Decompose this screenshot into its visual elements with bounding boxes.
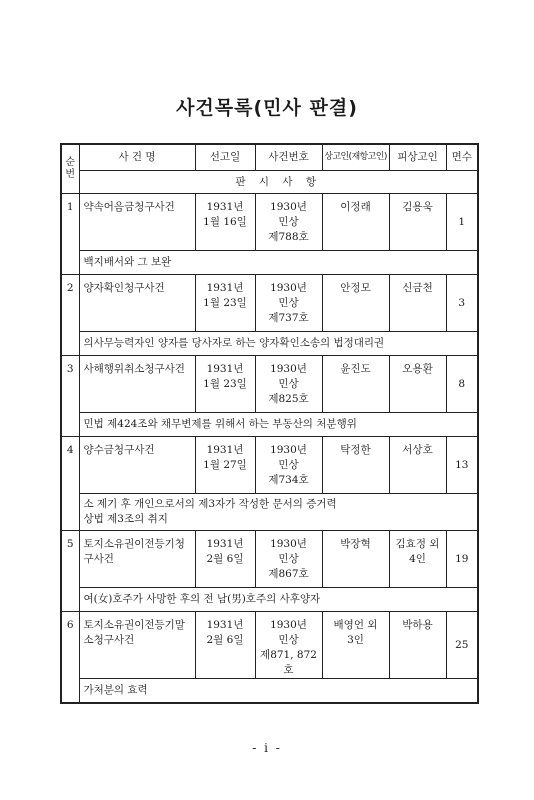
case-row	[61, 437, 478, 494]
case-row	[61, 356, 478, 413]
case-number: 1	[61, 194, 79, 275]
header-pages: 면수	[446, 144, 478, 171]
case-summary: 민법 제424조와 채무변제를 위해서 하는 부동산의 처분행위	[83, 418, 357, 430]
case-number-ref: 1930년 민상 제871, 872호	[255, 612, 322, 679]
case-date: 1931년 1월 23일	[195, 275, 255, 332]
case-number: 5	[61, 531, 79, 612]
case-name: 약속어음금청구사건	[79, 194, 195, 251]
case-number: 2	[61, 275, 79, 356]
case-name: 양수금청구사건	[79, 437, 195, 494]
case-name: 사해행위취소청구사건	[79, 356, 195, 413]
case-appellant: 탁정한	[322, 437, 389, 494]
case-appellee: 서상호	[389, 437, 446, 494]
case-summary-row	[61, 588, 478, 612]
case-summary-cell	[79, 588, 478, 612]
case-appellant: 배영언 외 3인	[322, 612, 389, 679]
case-row	[61, 194, 478, 251]
page-number: - i -	[252, 741, 282, 755]
header-appellant: 상고인(재항고인)	[322, 144, 389, 171]
case-appellant: 이정래	[322, 194, 389, 251]
case-summary-row	[61, 251, 478, 275]
case-appellee: 김용욱	[389, 194, 446, 251]
case-summary-cell	[79, 494, 478, 531]
case-pages: 13	[446, 437, 478, 494]
case-summary: 백지배서와 그 보완	[83, 256, 172, 268]
case-appellee: 김효정 외 4인	[389, 531, 446, 588]
case-date: 1931년 1월 23일	[195, 356, 255, 413]
case-summary-row	[61, 494, 478, 531]
case-number-ref: 1930년 민상 제788호	[255, 194, 322, 251]
header-date: 선고일	[195, 144, 255, 171]
case-summary-row	[61, 679, 478, 704]
case-number-ref: 1930년 민상 제825호	[255, 356, 322, 413]
header-seq: 순 번	[61, 144, 79, 194]
case-pages: 3	[446, 275, 478, 332]
case-row	[61, 612, 478, 679]
case-list-table	[60, 143, 479, 704]
section-row	[61, 171, 478, 194]
table-header-row	[61, 144, 478, 171]
case-pages: 19	[446, 531, 478, 588]
case-name: 양자확인청구사건	[79, 275, 195, 332]
case-summary-row	[61, 332, 478, 356]
case-appellee: 신금천	[389, 275, 446, 332]
case-date: 1931년 2월 6일	[195, 612, 255, 679]
section-label: 판 시 사 항	[79, 171, 478, 194]
case-summary-cell	[79, 679, 478, 704]
page-title: 사건목록(민사 판결)	[176, 97, 358, 119]
case-row	[61, 275, 478, 332]
case-number: 6	[61, 612, 79, 704]
case-summary-cell	[79, 413, 478, 437]
case-name: 토지소유권이전등기말소청구사건	[79, 612, 195, 679]
case-row	[61, 531, 478, 588]
case-pages: 8	[446, 356, 478, 413]
case-number: 4	[61, 437, 79, 531]
case-summary: 가처분의 효력	[83, 684, 148, 696]
case-appellant: 안정모	[322, 275, 389, 332]
case-pages: 1	[446, 194, 478, 251]
case-date: 1931년 2월 6일	[195, 531, 255, 588]
case-date: 1931년 1월 27일	[195, 437, 255, 494]
case-appellant: 박장혁	[322, 531, 389, 588]
case-number-ref: 1930년 민상 제734호	[255, 437, 322, 494]
case-number-ref: 1930년 민상 제867호	[255, 531, 322, 588]
case-appellee: 박하용	[389, 612, 446, 679]
case-number: 3	[61, 356, 79, 437]
case-summary-cell	[79, 251, 478, 275]
case-summary-cell	[79, 332, 478, 356]
case-pages: 25	[446, 612, 478, 679]
case-summary: 소 제기 후 개인으로서의 제3자가 작성한 문서의 증거력	[83, 498, 337, 510]
case-appellee: 오용환	[389, 356, 446, 413]
case-date: 1931년 1월 16일	[195, 194, 255, 251]
case-summary: 여(女)호주가 사망한 후의 전 남(男)호주의 사후양자	[83, 593, 321, 605]
case-name: 토지소유권이전등기청구사건	[79, 531, 195, 588]
case-summary: 의사무능력자인 양자를 당사자로 하는 양자확인소송의 법정대리권	[83, 337, 385, 349]
case-appellant: 윤진도	[322, 356, 389, 413]
header-case-no: 사건번호	[255, 144, 322, 171]
header-appellee: 피상고인	[389, 144, 446, 171]
case-summary-row	[61, 413, 478, 437]
case-summary-line2: 상법 제3조의 취지	[83, 513, 168, 525]
header-case-name: 사 건 명	[79, 144, 195, 171]
case-number-ref: 1930년 민상 제737호	[255, 275, 322, 332]
